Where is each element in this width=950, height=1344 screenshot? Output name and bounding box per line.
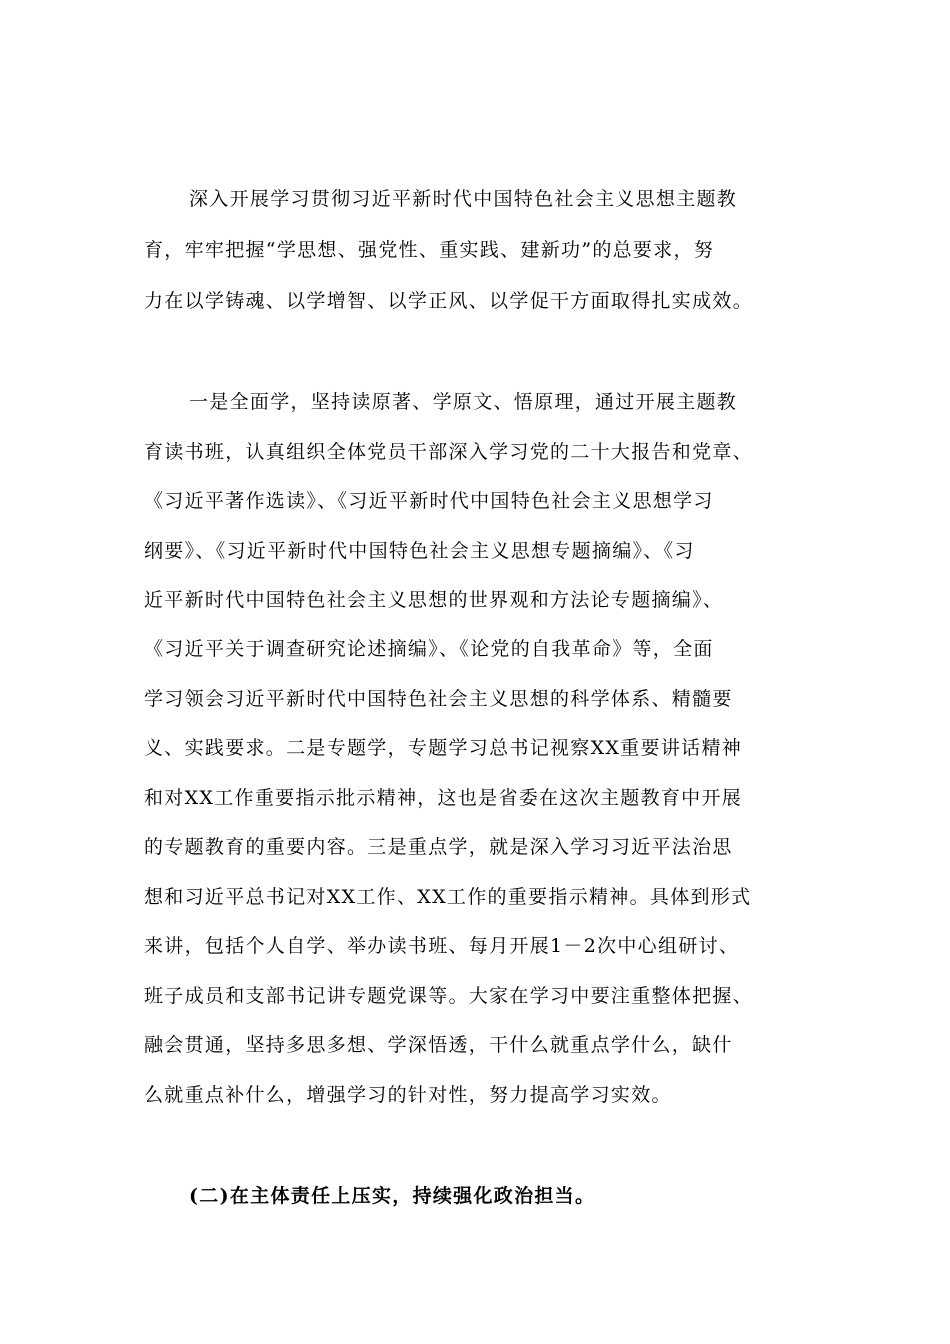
- paragraph-line: 一是全面学，坚持读原著、学原文、悟原理，通过开展主题教: [189, 391, 738, 413]
- paragraph-line: 《习近平著作选读》、《习近平新时代中国特色社会主义思想学习: [144, 490, 714, 512]
- paragraph-line: 近平新时代中国特色社会主义思想的世界观和方法论专题摘编》、: [144, 589, 724, 611]
- paragraph-line: 的专题教育的重要内容。三是重点学，就是深入学习习近平法治思: [144, 836, 733, 858]
- paragraph-line: 来讲，包括个人自学、举办读书班、每月开展1－2次中心组研讨、: [144, 935, 740, 957]
- paragraph-line: 融会贯通，坚持多思多想、学深悟透，干什么就重点学什么，缺什: [144, 1034, 733, 1056]
- paragraph-line: 力在以学铸魂、以学增智、以学正风、以学促干方面取得扎实成效。: [144, 290, 754, 312]
- paragraph-line: 么就重点补什么，增强学习的针对性，努力提高学习实效。: [144, 1084, 672, 1106]
- paragraph-line: 深入开展学习贯彻习近平新时代中国特色社会主义思想主题教: [189, 188, 738, 210]
- paragraph-line: 育读书班，认真组织全体党员干部深入学习党的二十大报告和党章、: [144, 441, 754, 463]
- paragraph-line: 想和习近平总书记对XX工作、XX工作的重要指示精神。具体到形式: [144, 886, 752, 908]
- section-heading: (二)在主体责任上压实，持续强化政治担当。: [189, 1185, 596, 1207]
- paragraph-line: 《习近平关于调查研究论述摘编》、《论党的自我革命》等，全面: [144, 638, 714, 660]
- paragraph-line: 纲要》、《习近平新时代中国特色社会主义思想专题摘编》、《习: [144, 540, 695, 562]
- paragraph-line: 义、实践要求。二是专题学，专题学习总书记视察XX重要讲话精神: [144, 737, 743, 759]
- paragraph-line: 育，牢牢把握“学思想、强党性、重实践、建新功”的总要求，努: [144, 239, 715, 261]
- paragraph-line: 和对XX工作重要指示批示精神，这也是省委在这次主题教育中开展: [144, 787, 743, 809]
- paragraph-line: 学习领会习近平新时代中国特色社会主义思想的科学体系、精髓要: [144, 688, 733, 710]
- paragraph-line: 班子成员和支部书记讲专题党课等。大家在学习中要注重整体把握、: [144, 985, 754, 1007]
